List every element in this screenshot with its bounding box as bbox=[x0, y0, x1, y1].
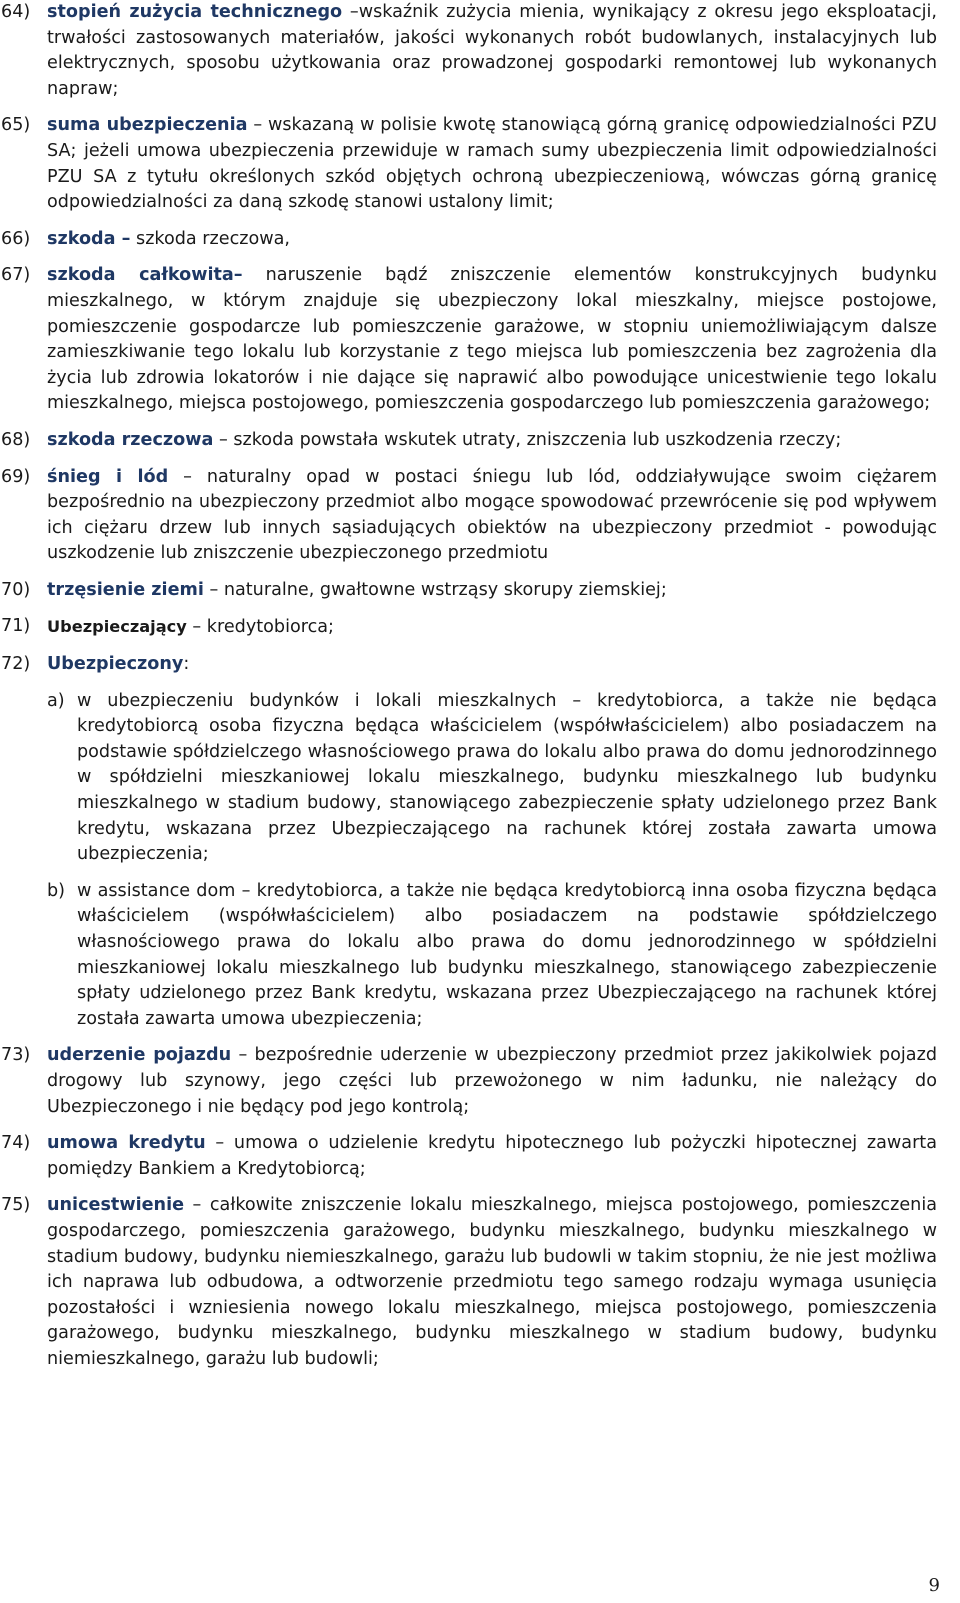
definition-text: naruszenie bądź zniszczenie elementów konstrukcyjnych budynku mieszkalnego, w którym znajduje się ubezpieczony lokal mieszkalny, miejsce postojowe, pomieszczenie gospodarcze lub pomieszczenie garażowe, w stopniu uniemożliwiającym dalsze zamieszkiwanie tego lokalu lub korzystanie z tego miejsca lub pomieszczenia bez zagrożenia dla życia lub zdrowia lokatorów i nie dające się naprawić albo powodujące unicestwienie tego lokalu mieszkalnego, miejsca postojowego, pomieszczenia gospodarczego lub pomieszczenia garażowego; bbox=[47, 265, 937, 414]
entry-number: 75) bbox=[1, 1195, 31, 1216]
defined-term: trzęsienie ziemi bbox=[47, 579, 204, 600]
definition-66 bbox=[0, 227, 937, 253]
definition-text: – bezpośrednie uderzenie w ubezpieczony przedmiot przez jakikolwiek pojazd drogowy lub szynowy, jego części lub przewożonego w nim ładunku, nie należący do Ubezpieczonego i nie będący pod jego kontrolą; bbox=[47, 1045, 937, 1117]
entry-number: 64) bbox=[1, 2, 31, 22]
definition-text: – umowa o udzielenie kredytu hipotecznego lub pożyczki hipotecznej zawarta pomiędzy Bankiem a Kredytobiorcą; bbox=[47, 1133, 937, 1179]
subitem-text: w ubezpieczeniu budynków i lokali mieszkalnych – kredytobiorca, a także nie będąca kredytobiorcą osoba fizyczna będąca właścicielem (współwłaścicielem) albo posiadaczem na podstawie spółdzielczego własnościowego prawa do lokalu albo prawa do domu jednorodzinnego w spółdzielni mieszkaniowej lokalu mieszkalnego, budynku mieszkalnego lub budynku mieszkalnego w stadium budowy, stanowiącego zabezpieczenie spłaty udzielonego przez Bank kredytu, wskazana przez Ubezpieczającego na rachunek której została zawarta umowa ubezpieczenia; bbox=[77, 690, 937, 865]
defined-term: szkoda całkowita bbox=[47, 265, 234, 286]
definition-69 bbox=[0, 465, 937, 567]
defined-term: umowa kredytu bbox=[47, 1133, 206, 1154]
term-dash: – bbox=[233, 265, 243, 286]
entry-number: 73) bbox=[1, 1045, 31, 1066]
subitem-text: w assistance dom – kredytobiorca, a także nie będąca kredytobiorcą inna osoba fizyczna będąca właścicielem (współwłaścicielem) albo posiadaczem na podstawie spółdzielczego własnościowego prawa do lokalu albo prawa do domu jednorodzinnego w spółdzielni mieszkaniowej lokalu mieszkalnego lub budynku mieszkalnego, stanowiącego zabezpieczenie spłaty udzielonego przez Bank kredytu, wskazana przez Ubezpieczającego na rachunek której została zawarta umowa ubezpieczenia; bbox=[77, 880, 937, 1029]
entry-number: 69) bbox=[1, 466, 31, 487]
definition-text: – naturalne, gwałtowne wstrząsy skorupy ziemskiej; bbox=[203, 579, 667, 600]
defined-term: Ubezpieczony bbox=[47, 654, 184, 675]
entry-number: 68) bbox=[1, 429, 31, 450]
entry-number: 71) bbox=[1, 616, 31, 637]
definition-71 bbox=[0, 614, 937, 641]
definition-64 bbox=[0, 0, 937, 102]
definition-72 bbox=[0, 652, 937, 1032]
entry-number: 70) bbox=[1, 579, 31, 600]
defined-term: śnieg i lód bbox=[47, 466, 169, 487]
definition-75 bbox=[0, 1193, 937, 1372]
definition-text: – szkoda powstała wskutek utraty, zniszczenia lub uszkodzenia rzeczy; bbox=[213, 429, 842, 450]
definition-text: – kredytobiorca; bbox=[186, 617, 334, 638]
definition-text: – całkowite zniszczenie lokalu mieszkalnego, miejsca postojowego, pomieszczenia gospodarczego, pomieszczenia garażowego, budynku mieszkalnego, budynku mieszkalnego w stadium budowy, budynku niemieszkalnego, garażu lub budowli w takim stopniu, że nie jest możliwa ich naprawa lub odbudowa, a odtworzenie przedmiotu tego samego rodzaju wymaga usunięcia pozostałości i wzniesienia nowego lokalu mieszkalnego, miejsca postojowego, pomieszczenia garażowego, budynku mieszkalnego, budynku mieszkalnego w stadium budowy, budynku niemieszkalnego, garażu lub budowli; bbox=[47, 1195, 937, 1369]
defined-term: unicestwienie bbox=[47, 1195, 185, 1216]
defined-term: uderzenie pojazdu bbox=[47, 1045, 232, 1066]
page-number: 9 bbox=[928, 1575, 940, 1596]
entry-number: 67) bbox=[1, 265, 31, 286]
defined-term: Ubezpieczający bbox=[47, 617, 187, 637]
definition-65 bbox=[0, 113, 937, 215]
definition-73 bbox=[0, 1043, 937, 1120]
entry-number: 65) bbox=[1, 115, 31, 136]
definition-68 bbox=[0, 428, 937, 454]
defined-term: szkoda rzeczowa bbox=[47, 429, 214, 450]
defined-term: suma ubezpieczenia bbox=[47, 115, 248, 136]
definition-text: – wskazaną w polisie kwotę stanowiącą górną granicę odpowiedzialności PZU SA; jeżeli umowa ubezpieczenia przewiduje w ramach sumy ubezpieczenia limit odpowiedzialności PZU SA z tytułu określonych szkód objętych ochroną ubezpieczeniową, wówczas górną granicę odpowiedzialności za daną szkodę stanowi ustalony limit; bbox=[47, 115, 937, 213]
entry-number: 74) bbox=[1, 1133, 31, 1154]
entry-number: 72) bbox=[1, 654, 31, 675]
subitem-letter: a) bbox=[47, 690, 65, 711]
definition-74 bbox=[0, 1131, 937, 1182]
defined-term: szkoda bbox=[47, 228, 116, 249]
term-dash: – bbox=[115, 228, 131, 249]
subitem-letter: b) bbox=[47, 880, 66, 901]
definition-text: –wskaźnik zużycia mienia, wynikający z okresu jego eksploatacji, trwałości zastosowanych materiałów, jakości wykonanych robót budowlanych, instalacyjnych lub elektrycznych, sposobu użytkowania oraz prowadzonej gospodarki remontowej lub wykonanych napraw; bbox=[47, 2, 937, 99]
definition-text: szkoda rzeczowa, bbox=[130, 228, 291, 249]
definition-text: : bbox=[183, 654, 190, 675]
defined-term: stopień zużycia technicznego bbox=[47, 2, 343, 22]
subitem-a bbox=[47, 689, 937, 868]
entry-number: 66) bbox=[1, 228, 31, 249]
definition-70 bbox=[0, 578, 937, 604]
definition-67 bbox=[0, 263, 937, 417]
definition-text: – naturalny opad w postaci śniegu lub lód, oddziaływujące swoim ciężarem bezpośrednio na ubezpieczony przedmiot albo mogące spowodować przewrócenie się pod wpływem ich ciężaru drzew lub innych sąsiadujących obiektów na ubezpieczony przedmiot - powodując uszkodzenie lub zniszczenie ubezpieczonego przedmiotu bbox=[47, 466, 937, 564]
subitem-b bbox=[47, 879, 937, 1033]
